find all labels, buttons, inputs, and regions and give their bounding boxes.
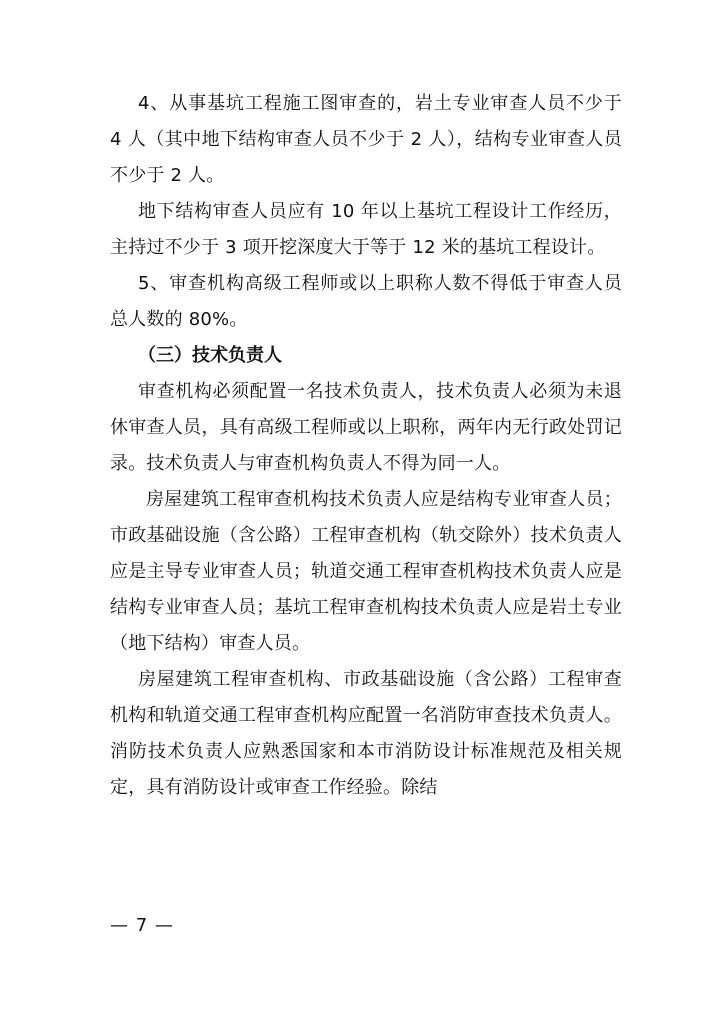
page-number: — 7 — <box>110 915 174 936</box>
paragraph-geotechnical-reviewers: 4、从事基坑工程施工图审查的，岩土专业审查人员不少于 4 人（其中地下结构审查人员不少于 2 人），结构专业审查人员不少于 2 人。 <box>110 93 622 186</box>
paragraph-technical-lead-requirements: 审查机构必须配置一名技术负责人，技术负责人必须为未退休审查人员，具有高级工程师或以上职称，两年内无行政处罚记录。技术负责人与审查机构负责人不得为同一人。 <box>110 381 622 474</box>
paragraph-underground-structure-experience: 地下结构审查人员应有 10 年以上基坑工程设计工作经历，主持过不少于 3 项开挖深度大于等于 12 米的基坑工程设计。 <box>110 201 622 258</box>
section-heading-technical-lead: （三）技术负责人 <box>138 345 282 366</box>
document-body <box>110 86 622 806</box>
paragraph-technical-lead-by-type: 房屋建筑工程审查机构技术负责人应是结构专业审查人员；市政基础设施（含公路）工程审查机构（轨交除外）技术负责人应是主导专业审查人员；轨道交通工程审查机构技术负责人应是结构专业审查人员；基坑工程审查机构技术负责人应是岩土专业（地下结构）审查人员。 <box>110 489 622 654</box>
paragraph-fire-review-lead: 房屋建筑工程审查机构、市政基础设施（含公路）工程审查机构和轨道交通工程审查机构应配置一名消防审查技术负责人。消防技术负责人应熟悉国家和本市消防设计标准规范及相关规定，具有消防设计或审查工作经验。除结 <box>110 669 622 798</box>
paragraph-senior-engineer-ratio: 5、审查机构高级工程师或以上职称人数不得低于审查人员总人数的 80%。 <box>110 273 622 330</box>
